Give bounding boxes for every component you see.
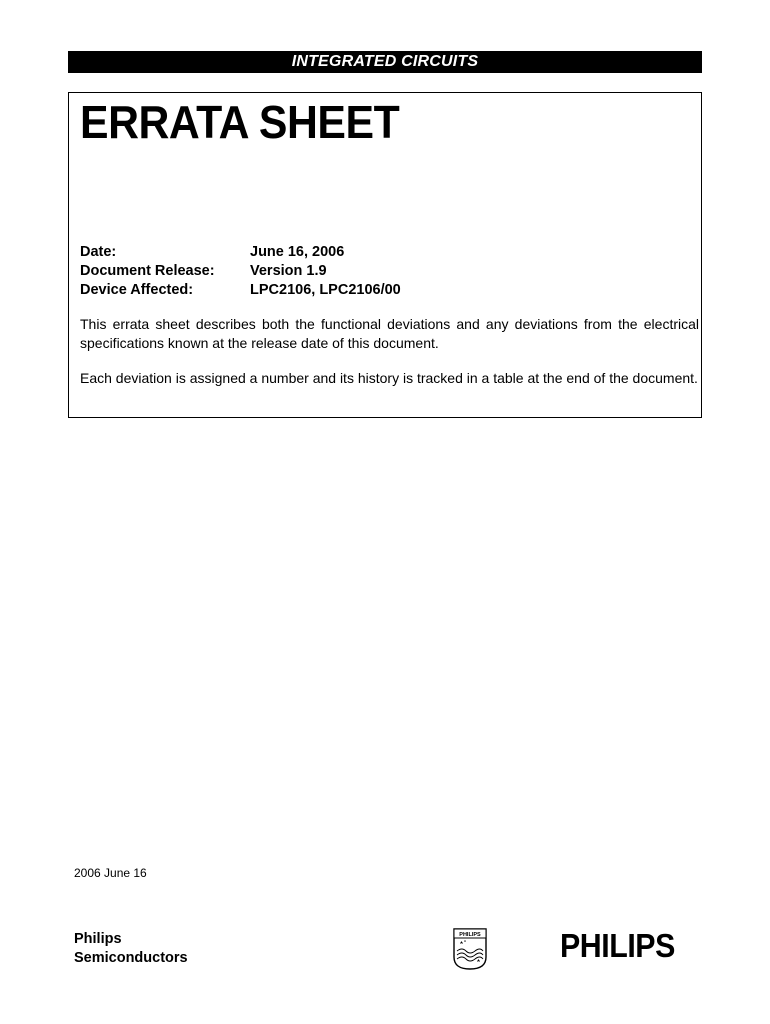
company-line-1: Philips <box>74 931 122 947</box>
company-line-2: Semiconductors <box>74 950 188 966</box>
philips-shield-logo <box>452 927 488 971</box>
meta-value-device: LPC2106, LPC2106/00 <box>250 282 401 298</box>
meta-label-release: Document Release: <box>80 263 215 279</box>
document-title: ERRATA SHEET <box>80 96 400 148</box>
company-name <box>74 930 188 968</box>
category-banner: INTEGRATED CIRCUITS <box>68 51 702 73</box>
meta-label-date: Date: <box>80 244 117 260</box>
meta-value-date: June 16, 2006 <box>250 244 345 260</box>
intro-paragraph: This errata sheet describes both the functional deviations and any deviations from the electrical specifications known at the release date of this document. <box>80 316 699 351</box>
footer-date: 2006 June 16 <box>74 866 147 880</box>
meta-label-device: Device Affected: <box>80 282 194 298</box>
meta-value-release: Version 1.9 <box>250 263 327 279</box>
brand-wordmark: PHILIPS <box>560 927 675 964</box>
logo-text: PHILIPS <box>459 932 481 938</box>
tracking-paragraph: Each deviation is assigned a number and its history is tracked in a table at the end of the document. <box>80 370 698 386</box>
